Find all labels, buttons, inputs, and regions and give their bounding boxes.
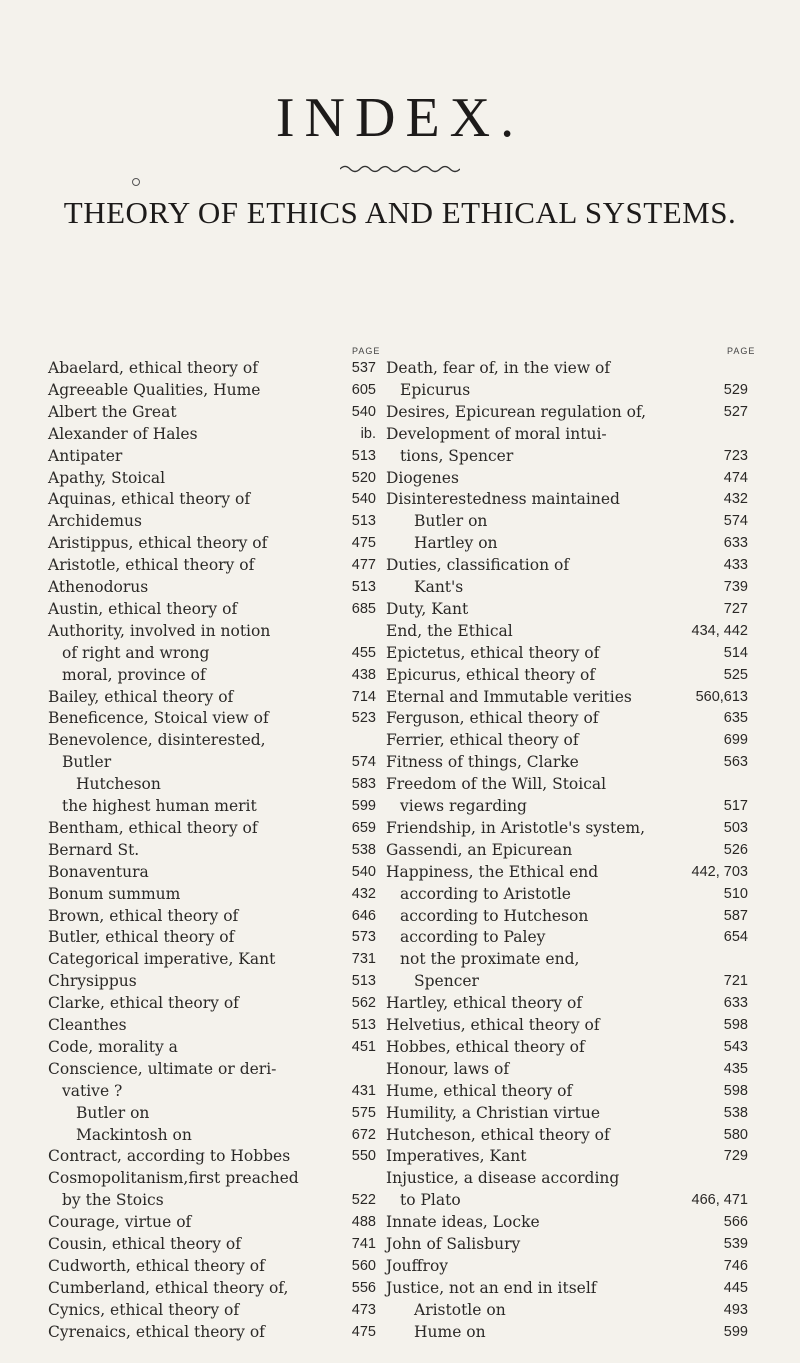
entry-heading: Brown, ethical theory of [48, 906, 239, 925]
entry-page: 573 [351, 929, 376, 946]
entry-heading: Albert the Great [48, 402, 177, 421]
index-entry [48, 468, 376, 488]
entry-heading: Honour, laws of [386, 1059, 510, 1078]
entry-page: 723 [723, 447, 748, 464]
index-entry [48, 358, 376, 378]
index-entry [48, 971, 376, 991]
entry-page: 513 [351, 973, 376, 990]
entry-page: 727 [723, 600, 748, 617]
index-entry [48, 1125, 376, 1145]
index-entry [386, 380, 748, 400]
entry-heading: Courage, virtue of [48, 1213, 192, 1232]
entry-page: 556 [351, 1279, 376, 1296]
entry-page: 560 [351, 1257, 376, 1274]
entry-page: 475 [351, 535, 376, 552]
entry-heading: Justice, not an end in itself [386, 1278, 597, 1297]
entry-page: 739 [723, 579, 748, 595]
entry-heading: Imperatives, Kant [386, 1147, 527, 1166]
index-entry [48, 1015, 376, 1035]
index-entry [48, 796, 376, 816]
entry-heading: views regarding [400, 797, 527, 815]
entry-page: 445 [723, 1279, 748, 1296]
entry-page: 520 [351, 469, 376, 486]
entry-heading: Humility, a Christian virtue [386, 1103, 601, 1122]
index-entry [48, 1168, 376, 1188]
index-entry [386, 468, 748, 488]
entry-heading: Antipater [48, 446, 123, 465]
index-entry [386, 1168, 748, 1188]
index-entry [386, 555, 748, 575]
index-title: INDEX. [275, 87, 525, 149]
index-entry [386, 927, 748, 947]
index-entry [386, 599, 748, 619]
entry-page: 562 [351, 995, 376, 1012]
entry-page: 514 [723, 644, 748, 661]
entry-page: 587 [723, 907, 748, 924]
index-entry [386, 993, 748, 1013]
entry-page: 635 [723, 710, 748, 727]
index-entry [48, 533, 376, 553]
index-entry [386, 708, 748, 728]
index-entry [386, 949, 748, 969]
index-entry [48, 402, 376, 422]
index-entry [386, 1015, 748, 1035]
index-entry [386, 643, 748, 663]
index-entry [48, 1322, 376, 1342]
entry-heading: Fitness of things, Clarke [386, 753, 579, 772]
index-entry [48, 1300, 376, 1320]
entry-page: 433 [723, 557, 748, 574]
entry-heading: Helvetius, ethical theory of [386, 1016, 600, 1034]
entry-heading: Agreeable Qualities, Hume [48, 380, 261, 399]
index-entry [48, 599, 376, 619]
entry-page: 474 [723, 469, 748, 486]
index-entry [386, 906, 748, 926]
index-entry [48, 884, 376, 904]
index-entry [48, 446, 376, 466]
entry-heading: Disinterestedness maintained [386, 490, 620, 509]
entry-heading: Kant's [414, 578, 464, 596]
entry-page: 563 [723, 754, 748, 771]
entry-page: 522 [351, 1192, 376, 1209]
entry-heading: Epicurus [400, 380, 471, 399]
entry-heading: Ferrier, ethical theory of [386, 731, 579, 750]
index-subtitle: THEORY OF ETHICS AND ETHICAL SYSTEMS. [63, 195, 737, 230]
index-entry [48, 840, 376, 860]
index-entry [48, 1256, 376, 1276]
entry-page: 539 [723, 1236, 748, 1252]
entry-page: 540 [351, 491, 376, 508]
entry-heading: Code, morality a [48, 1037, 178, 1056]
entry-page: 434, 442 [691, 622, 748, 639]
index-entry [48, 1212, 376, 1232]
entry-heading: Butler on [76, 1103, 150, 1122]
index-entry [386, 402, 748, 422]
entry-heading: to Plato [400, 1191, 461, 1210]
entry-page: 529 [723, 381, 748, 398]
index-entry [48, 1059, 376, 1079]
index-entry [48, 708, 376, 728]
entry-page: 510 [723, 885, 748, 902]
entry-page: 699 [723, 732, 748, 749]
index-entry [386, 446, 748, 466]
entry-heading: Epictetus, ethical theory of [386, 643, 600, 662]
entry-heading: Ferguson, ethical theory of [386, 709, 599, 728]
index-entry [48, 927, 376, 947]
index-entry [386, 862, 748, 882]
entry-heading: Hutcheson, ethical theory of [386, 1125, 610, 1144]
index-entry [48, 643, 376, 663]
entry-page: 599 [351, 798, 376, 814]
entry-heading: Archidemus [48, 512, 142, 531]
index-entry [48, 1234, 376, 1254]
ornament-dot [132, 178, 140, 186]
index-entry [48, 730, 376, 750]
index-entry [48, 949, 376, 969]
index-entry [386, 1037, 748, 1057]
entry-heading: Athenodorus [48, 578, 149, 596]
index-entry [386, 730, 748, 750]
index-entry [386, 971, 748, 991]
entry-page: 540 [351, 403, 376, 420]
index-entry [386, 840, 748, 860]
entry-page: 574 [351, 754, 376, 771]
entry-heading: John of Salisbury [386, 1235, 521, 1253]
index-entry [48, 489, 376, 509]
entry-heading: Hobbes, ethical theory of [386, 1037, 585, 1056]
wavy-rule [340, 164, 460, 174]
page-column-heading-left: PAGE [352, 346, 381, 356]
entry-heading: moral, province of [62, 665, 206, 684]
entry-page: 605 [351, 381, 376, 398]
entry-heading: Mackintosh on [76, 1125, 192, 1144]
entry-heading: Death, fear of, in the view of [386, 359, 611, 377]
index-entry [48, 577, 376, 597]
entry-heading: Apathy, Stoical [48, 468, 166, 487]
entry-page: 475 [351, 1323, 376, 1340]
entry-page: 503 [723, 819, 748, 836]
entry-heading: Bonaventura [48, 862, 149, 881]
index-entry [386, 665, 748, 685]
entry-heading: Bonum summum [48, 884, 181, 903]
entry-heading: Hume, ethical theory of [386, 1081, 573, 1100]
entry-heading: Cumberland, ethical theory of, [48, 1278, 289, 1297]
entry-heading: Spencer [414, 972, 479, 991]
entry-page: 442, 703 [691, 863, 748, 880]
entry-page: 731 [351, 951, 376, 968]
index-entry [386, 796, 748, 816]
entry-page: 432 [723, 491, 748, 508]
entry-heading: tions, Spencer [400, 446, 514, 465]
entry-heading: Hutcheson [76, 775, 161, 794]
index-entry [48, 424, 376, 444]
entry-heading: Jouffroy [386, 1256, 449, 1275]
entry-heading: Beneficence, Stoical view of [48, 709, 269, 728]
index-entry [386, 1103, 748, 1123]
entry-page: 538 [723, 1104, 748, 1121]
index-entry [386, 1212, 748, 1232]
entry-page: 598 [723, 1017, 748, 1033]
entry-page: ib. [360, 425, 376, 442]
entry-page: 741 [351, 1236, 376, 1252]
entry-heading: Butler on [414, 512, 488, 531]
index-entry [48, 1278, 376, 1298]
index-entry [386, 1234, 748, 1254]
entry-heading: End, the Ethical [386, 621, 513, 640]
entry-page: 513 [351, 1017, 376, 1033]
entry-page: 538 [351, 841, 376, 858]
entry-heading: Cousin, ethical theory of [48, 1235, 241, 1253]
entry-heading: by the Stoics [62, 1191, 164, 1210]
index-entry [386, 489, 748, 509]
entry-heading: Bentham, ethical theory of [48, 818, 258, 837]
entry-page: 672 [351, 1126, 376, 1143]
entry-page: 431 [351, 1082, 376, 1099]
entry-heading: Epicurus, ethical theory of [386, 665, 596, 684]
entry-page: 633 [723, 995, 748, 1012]
entry-page: 598 [723, 1082, 748, 1099]
entry-heading: Injustice, a disease according [386, 1169, 620, 1188]
entry-heading: Austin, ethical theory of [48, 599, 238, 618]
entry-page: 566 [723, 1214, 748, 1231]
index-entry [386, 884, 748, 904]
index-entry [48, 862, 376, 882]
index-entry [48, 380, 376, 400]
entry-heading: Authority, involved in notion [48, 621, 271, 640]
entry-heading: Butler [62, 753, 112, 772]
entry-page: 550 [351, 1148, 376, 1165]
index-entry [386, 511, 748, 531]
entry-heading: Hartley on [414, 534, 498, 553]
entry-page: 523 [351, 710, 376, 727]
entry-heading: Butler, ethical theory of [48, 928, 235, 947]
entry-heading: vative ? [62, 1081, 123, 1100]
entry-heading: Hume on [414, 1322, 486, 1341]
entry-page: 537 [351, 360, 376, 376]
entry-page: 646 [351, 907, 376, 924]
entry-heading: Freedom of the Will, Stoical [386, 775, 607, 794]
entry-page: 721 [723, 973, 748, 990]
entry-heading: Cosmopolitanism,first preached [48, 1169, 299, 1188]
entry-page: 633 [723, 535, 748, 552]
entry-heading: Desires, Epicurean regulation of, [386, 402, 647, 421]
entry-heading: Contract, according to Hobbes [48, 1147, 291, 1166]
entry-heading: Development of moral intui- [386, 424, 607, 443]
entry-page: 540 [351, 863, 376, 880]
index-entry [48, 555, 376, 575]
entry-heading: Diogenes [386, 468, 459, 487]
entry-heading: Happiness, the Ethical end [386, 862, 599, 881]
index-entry [48, 1146, 376, 1166]
index-entry [386, 774, 748, 794]
entry-page: 493 [723, 1301, 748, 1318]
entry-page: 488 [351, 1214, 376, 1231]
index-entry [48, 687, 376, 707]
index-entry [386, 533, 748, 553]
index-entry [386, 358, 748, 378]
entry-heading: Aquinas, ethical theory of [48, 490, 251, 509]
entry-heading: according to Aristotle [400, 884, 571, 903]
entry-page: 513 [351, 447, 376, 464]
index-entry [48, 1037, 376, 1057]
entry-heading: Aristippus, ethical theory of [48, 534, 268, 553]
entry-page: 575 [351, 1104, 376, 1121]
index-entry [386, 687, 748, 707]
entry-heading: Bailey, ethical theory of [48, 687, 234, 706]
index-entry [386, 1146, 748, 1166]
index-entry [386, 621, 748, 641]
index-entry [48, 906, 376, 926]
index-entry [48, 621, 376, 641]
index-entry [48, 752, 376, 772]
index-entry [48, 993, 376, 1013]
index-entry [386, 1256, 748, 1276]
entry-page: 527 [723, 403, 748, 420]
index-entry [386, 1190, 748, 1210]
entry-page: 659 [351, 819, 376, 836]
entry-heading: Cudworth, ethical theory of [48, 1256, 265, 1275]
entry-page: 513 [351, 513, 376, 530]
index-entry [48, 1081, 376, 1101]
entry-page: 574 [723, 513, 748, 530]
index-entry [48, 1103, 376, 1123]
index-entry [386, 1059, 748, 1079]
entry-page: 583 [351, 776, 376, 793]
entry-page: 466, 471 [691, 1192, 748, 1209]
index-entry [386, 424, 748, 444]
entry-page: 451 [351, 1038, 376, 1055]
entry-heading: the highest human merit [62, 797, 257, 815]
entry-heading: Chrysippus [48, 972, 137, 991]
entry-heading: according to Hutcheson [400, 906, 589, 925]
entry-page: 560,613 [695, 688, 748, 705]
entry-heading: Abaelard, ethical theory of [48, 359, 258, 377]
index-entry [386, 752, 748, 772]
entry-heading: Cyrenaics, ethical theory of [48, 1322, 265, 1341]
entry-page: 517 [723, 798, 748, 814]
entry-heading: Innate ideas, Locke [386, 1213, 540, 1232]
index-entry [386, 818, 748, 838]
index-entry [48, 1190, 376, 1210]
index-entry [386, 1322, 748, 1342]
entry-heading: Benevolence, disinterested, [48, 731, 266, 750]
entry-heading: Categorical imperative, Kant [48, 950, 276, 969]
entry-page: 685 [351, 600, 376, 617]
entry-page: 526 [723, 841, 748, 858]
entry-heading: Cleanthes [48, 1016, 127, 1034]
entry-page: 599 [723, 1323, 748, 1340]
index-entry [48, 511, 376, 531]
entry-heading: Eternal and Immutable verities [386, 687, 632, 706]
entry-page: 513 [351, 579, 376, 595]
index-entry [48, 774, 376, 794]
entry-heading: Friendship, in Aristotle's system, [386, 818, 646, 837]
entry-heading: Duties, classification of [386, 556, 570, 575]
index-entry [48, 665, 376, 685]
entry-heading: of right and wrong [62, 643, 210, 662]
entry-heading: Clarke, ethical theory of [48, 994, 239, 1013]
entry-page: 714 [351, 688, 376, 705]
entry-page: 543 [723, 1038, 748, 1055]
entry-heading: Aristotle, ethical theory of [48, 556, 255, 575]
index-entry [386, 1081, 748, 1101]
index-entry [386, 1300, 748, 1320]
entry-heading: Aristotle on [414, 1300, 506, 1319]
entry-page: 435 [723, 1060, 748, 1077]
entry-heading: Bernard St. [48, 840, 140, 859]
index-entry [386, 1278, 748, 1298]
entry-page: 729 [723, 1148, 748, 1165]
entry-heading: Cynics, ethical theory of [48, 1300, 240, 1319]
entry-page: 477 [351, 557, 376, 574]
entry-page: 455 [351, 644, 376, 661]
entry-page: 432 [351, 885, 376, 902]
index-entry [386, 577, 748, 597]
entry-heading: according to Paley [400, 928, 546, 947]
entry-page: 654 [723, 929, 748, 946]
entry-heading: Duty, Kant [386, 599, 469, 618]
index-entry [48, 818, 376, 838]
entry-heading: Conscience, ultimate or deri- [48, 1059, 277, 1078]
entry-heading: not the proximate end, [400, 950, 580, 969]
entry-page: 525 [723, 666, 748, 683]
entry-page: 438 [351, 666, 376, 683]
entry-heading: Alexander of Hales [48, 424, 198, 443]
index-entry [386, 1125, 748, 1145]
page-column-heading-right: PAGE [727, 346, 756, 356]
entry-page: 580 [723, 1126, 748, 1143]
entry-heading: Hartley, ethical theory of [386, 994, 583, 1013]
entry-page: 746 [723, 1257, 748, 1274]
entry-page: 473 [351, 1301, 376, 1318]
entry-heading: Gassendi, an Epicurean [386, 840, 573, 859]
